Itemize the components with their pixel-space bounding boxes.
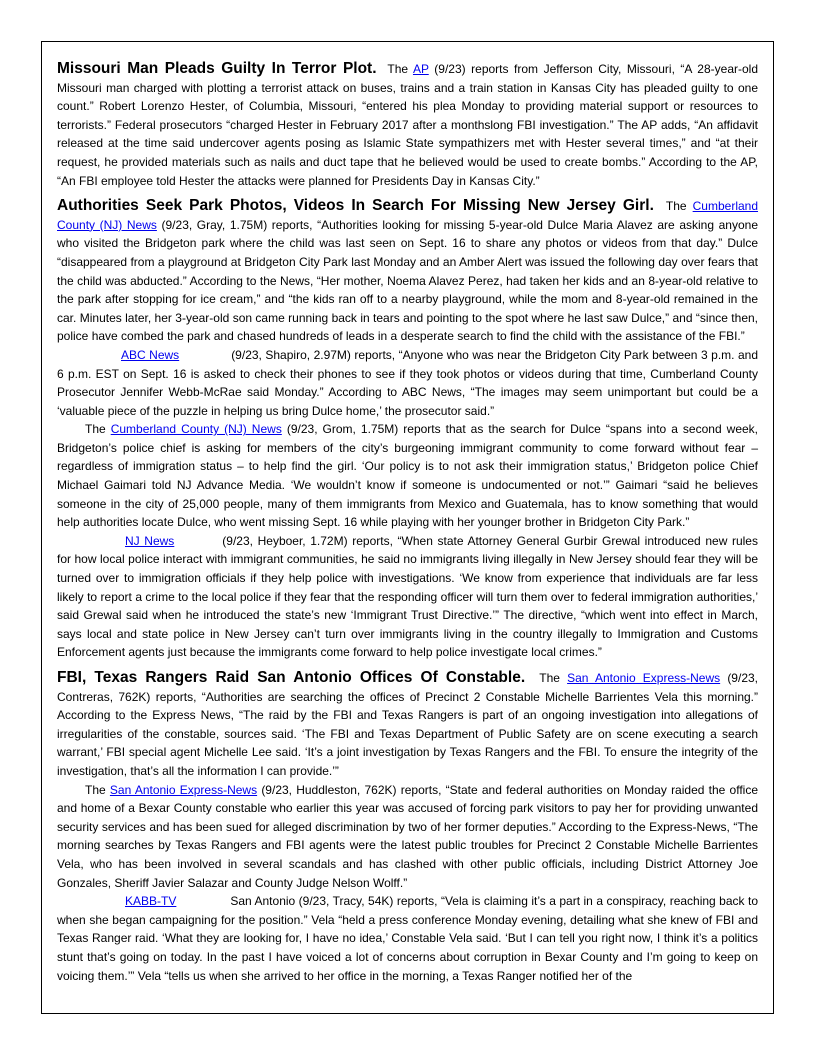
- story-headline: FBI, Texas Rangers Raid San Antonio Offices Of Constable.: [57, 669, 526, 686]
- story-missouri-terror-plot: [57, 60, 758, 190]
- paragraph-text: (9/23, Grom, 1.75M) reports that as the search for Dulce “spans into a second week, Bridgeton’s police chief is asking for members of the city’s burgeoning immigrant community to come forward without fear – regardless of immigration status – to help find the girl. ‘Our policy is to not ask their immigration status,’ Bridgeton police Chief Michael Gaimari told NJ Advance Media. ‘We wouldn’t know if someone is undocumented or not.’” Gaimari “said he believes someone in the city of 25,000 people, many of them immigrants from Mexico and Guatemala, has to know something that would help authorities locate Dulce, who went missing Sept. 16 while playing with her younger brother in Bridgeton City Park.”: [57, 422, 758, 530]
- story-paragraph: [57, 532, 758, 662]
- story-paragraph: [57, 669, 758, 781]
- story-paragraph: [57, 346, 758, 420]
- paragraph-text: San Antonio (9/23, Tracy, 54K) reports, “Vela is claiming it’s a part in a conspiracy, reaching back to when she began campaigning for the position.” Vela “held a press conference Monday evening, detailing what she knew of FBI and Texas Ranger raid. ‘What they are looking for, I have no idea,’ Constable Vela said. ‘But I can tell you right now, I think it’s a politics stunt that’s going on today. In the past I have voiced a lot of concerns about corruption in Bexar County and I’m going to keep on voicing them.’” Vela “tells us when she arrived to her office in the morning, a Texas Ranger notified her of the: [57, 894, 758, 983]
- paragraph-text: (9/23, Gray, 1.75M) reports, “Authorities looking for missing 5-year-old Dulce Maria Alavez are asking anyone who visited the Bridgeton park where the child was last seen on Sept. 16 to share any photos or videos from that day.” Dulce “disappeared from a playground at Bridgeton City Park last Monday and an Amber Alert was issued the following day over fears that the child was abducted.” According to the News, “Her mother, Noema Alavez Perez, had taken her kids and an 8-year-old relative to the park after stopping for ice cream,” and “the kids ran off to a nearby playground, while the mom and 8-year-old remained in the car. Minutes later, her 3-year-old son came running back in tears and pointing to the spot where he last saw Dulce,” and “since then, police have combed the park and chased hundreds of leads in a desperate search to find the child with the assistance of the FBI.”: [57, 217, 758, 344]
- story-paragraph: [57, 60, 758, 190]
- source-link-abc-news[interactable]: ABC News: [121, 347, 180, 362]
- lead-text: The: [85, 782, 110, 797]
- source-link-cumberland-county-news[interactable]: Cumberland County (NJ) News: [57, 199, 759, 232]
- paragraph-text: (9/23) reports from Jefferson City, Missouri, “A 28-year-old Missouri man charged with plotting a terrorist attack on buses, trains and a train station in Kansas City has pleaded guilty to one count.” Robert Lorenzo Hester, of Columbia, Missouri, “entered his plea Monday to providing material support or resources to terrorists.” Federal prosecutors “charged Hester in February 2017 after a monthslong FBI investigation.” The AP adds, “An affidavit released at the time said undercover agents posing as Islamic State sympathizers met with Hester several times,” and “at their request, he provided materials such as nails and duct tape that he believed would be used to create bombs.” According to the AP, “An FBI employee told Hester the attacks were planned for Presidents Day in Kansas City.”: [57, 62, 759, 188]
- story-headline: Authorities Seek Park Photos, Videos In Search For Missing New Jersey Girl.: [57, 197, 654, 215]
- paragraph-text: (9/23, Shapiro, 2.97M) reports, “Anyone who was near the Bridgeton City Park between 3 p.m. and 6 p.m. EST on Sept. 16 is asked to check their phones to see if they took photos or videos during that time, Cumberland County Prosecutor Jennifer Webb-McRae said Monday.” According to ABC News, “The images may seem unimportant but could be a ‘valuable piece of the puzzle in helping us bring Dulce home,’ the prosecutor said.”: [57, 347, 759, 418]
- source-link-nj-news[interactable]: NJ News: [125, 533, 175, 548]
- lead-text: The: [665, 199, 693, 214]
- source-link-cumberland-county-news[interactable]: Cumberland County (NJ) News: [110, 422, 282, 437]
- lead-text: The: [387, 62, 413, 76]
- story-paragraph: [57, 420, 758, 532]
- document-body: [57, 60, 758, 992]
- paragraph-text: (9/23, Heyboer, 1.72M) reports, “When state Attorney General Gurbir Grewal introduced new rules for how local police interact with immigrant communities, he said no immigrants living illegally in New Jersey should fear they will be turned over to immigration officials if they help police with investigations. ‘We know from experience that individuals are far less likely to report a crime to the local police if they fear that the responding officer will turn them over to federal immigration authorities,’ said Grewal said when he introduced the state’s new ‘Immigrant Trust Directive.’” The directive, “which went into effect in March, says local and state police in New Jersey can’t turn over immigrants living in the country illegally to Immigration and Customs Enforcement agents just because the immigrants come forward to help police investigate local crimes.”: [57, 533, 758, 660]
- story-paragraph: [57, 781, 758, 893]
- lead-text: The: [539, 671, 568, 685]
- source-link-san-antonio-express-news[interactable]: San Antonio Express-News: [109, 782, 258, 797]
- story-paragraph: [57, 892, 758, 985]
- lead-text: The: [85, 422, 111, 437]
- story-san-antonio-constable-raid: [57, 669, 758, 985]
- paragraph-text: (9/23, Contreras, 762K) reports, “Authorities are searching the offices of Precinct 2 Constable Michelle Barrientes Vela this morning.” According to the Express News, “The raid by the FBI and Texas Rangers is part of an ongoing investigation into allegations of irregularities of the constable, sources said. ‘The FBI and Texas Department of Public Safety are on scene executing a search warrant,’ FBI special agent Michelle Lee said. ‘It’s a joint investigation by Texas Rangers and the FBI. To ensure the integrity of the investigation, that’s all the information I can provide.’”: [57, 671, 759, 778]
- story-headline: Missouri Man Pleads Guilty In Terror Plot.: [57, 60, 377, 77]
- source-link-san-antonio-express-news[interactable]: San Antonio Express-News: [567, 671, 721, 685]
- story-paragraph: [57, 197, 758, 346]
- source-link-kabb-tv[interactable]: KABB-TV: [125, 894, 177, 909]
- source-link-ap[interactable]: AP: [412, 62, 429, 76]
- paragraph-text: (9/23, Huddleston, 762K) reports, “State and federal authorities on Monday raided the office and home of a Bexar County constable who earlier this year was accused of forcing park visitors to pay her for providing unwanted security services and has been sued for alleged discrimination by two of her former deputies.” According to the Express-News, “The morning searches by Texas Rangers and FBI agents were the latest public troubles for Precinct 2 Constable Michelle Barrientes Vela, who has been involved in several scandals and has clashed with other public officials, including District Attorney Joe Gonzales, Sheriff Javier Salazar and County Judge Nelson Wolff.”: [57, 782, 759, 890]
- story-missing-nj-girl: [57, 197, 758, 662]
